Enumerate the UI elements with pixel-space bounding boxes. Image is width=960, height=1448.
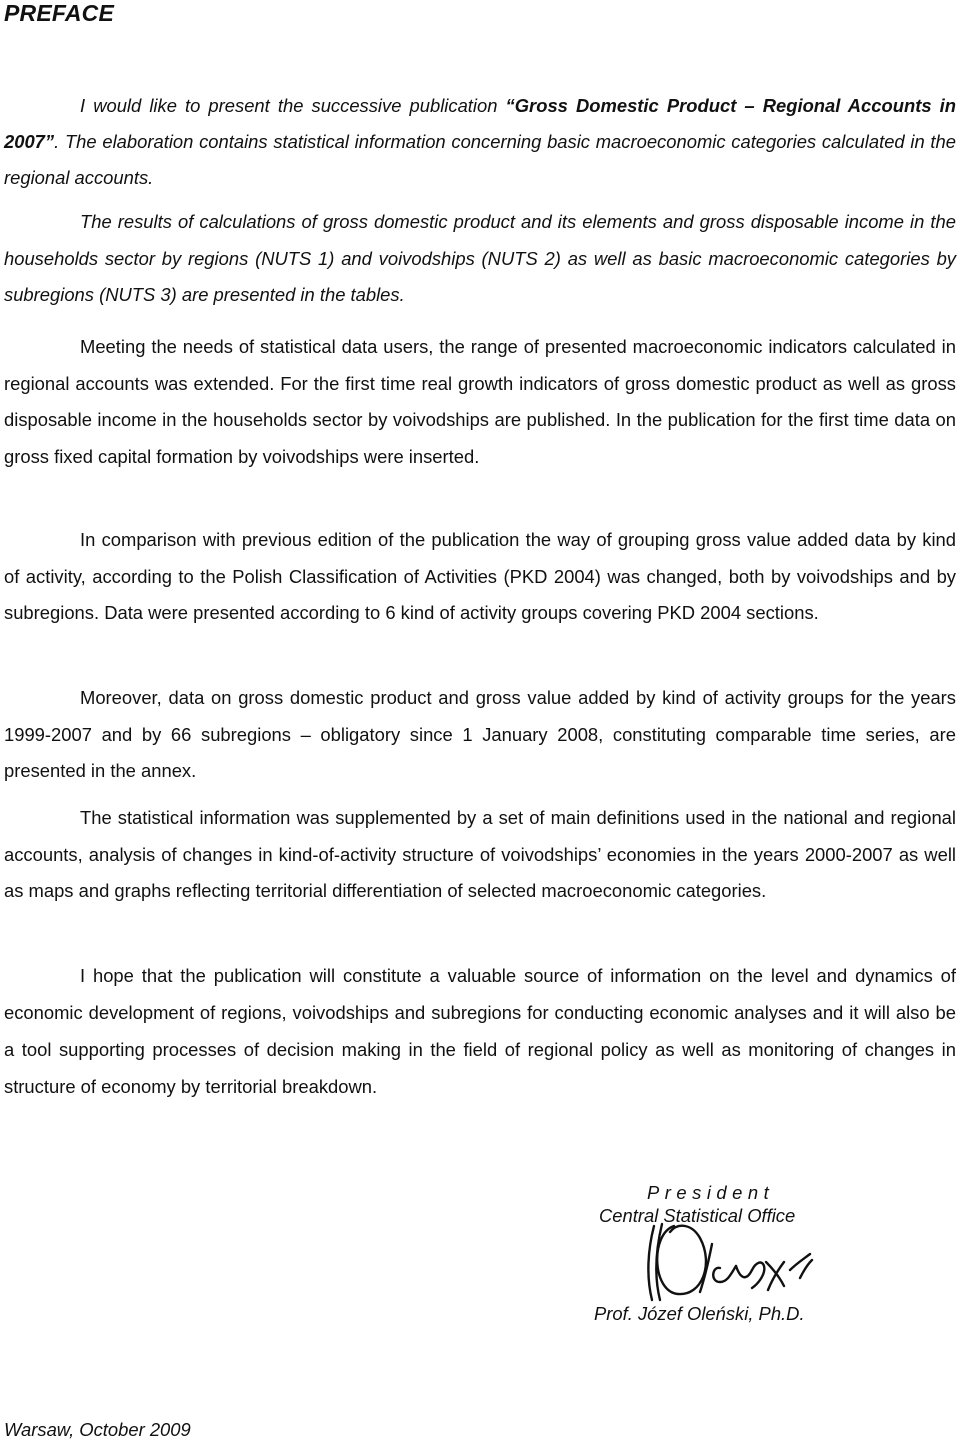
place-and-date: Warsaw, October 2009	[4, 1419, 191, 1440]
paragraph-intro	[4, 88, 956, 196]
paragraph-results: The results of calculations of gross domestic product and its elements and gross disposable income in the households sector by regions (NUTS 1) and voivodships (NUTS 2) as well as basic macroeconomic categories by subregions (NUTS 3) are presented in the tables.	[4, 211, 956, 305]
signatory-name: Prof. Józef Oleński, Ph.D.	[594, 1303, 805, 1324]
intro-text-start: I would like to present the successive publication	[80, 95, 506, 116]
paragraph-users-needs: Meeting the needs of statistical data users, the range of presented macroeconomic indicators calculated in regional accounts was extended. For the first time real growth indicators of gross domestic product as well as gross disposable income in the households sector by voivodships are published. In the publication for the first time data on gross fixed capital formation by voivodships were inserted.	[4, 336, 956, 467]
paragraph-closing: I hope that the publication will constitute a valuable source of information on the level and dynamics of economic development of regions, voivodships and subregions for conducting economic analyses and it will also be a tool supporting processes of decision making in the field of regional policy as well as monitoring of changes in structure of economy by territorial breakdown.	[4, 965, 956, 1097]
publication-title: “Gross Domestic Product – Regional Accounts in 2007”	[4, 95, 956, 152]
intro-text-end: . The elaboration contains statistical information concerning basic macroeconomic categories calculated in the regional accounts.	[4, 131, 956, 188]
paragraph-comparison: In comparison with previous edition of the publication the way of grouping gross value added data by kind of activity, according to the Polish Classification of Activities (PKD 2004) was changed, both by voivodships and by subregions. Data were presented according to 6 kind of activity groups covering PKD 2004 sections.	[4, 529, 956, 623]
signatory-office: Central Statistical Office	[599, 1205, 796, 1226]
paragraph-annex: Moreover, data on gross domestic product and gross value added by kind of activity groups for the years 1999-2007 and by 66 subregions – obligatory since 1 January 2008, constituting comparable time series, are presented in the annex.	[4, 687, 956, 781]
handwritten-signature	[640, 1204, 820, 1324]
page-title: PREFACE	[4, 0, 115, 26]
signatory-role: President	[647, 1182, 775, 1203]
paragraph-supplement: The statistical information was supplemented by a set of main definitions used in the national and regional accounts, analysis of changes in kind-of-activity structure of voivodships’ economies in the years 2000-2007 as well as maps and graphs reflecting territorial differentiation of selected macroeconomic categories.	[4, 807, 956, 901]
